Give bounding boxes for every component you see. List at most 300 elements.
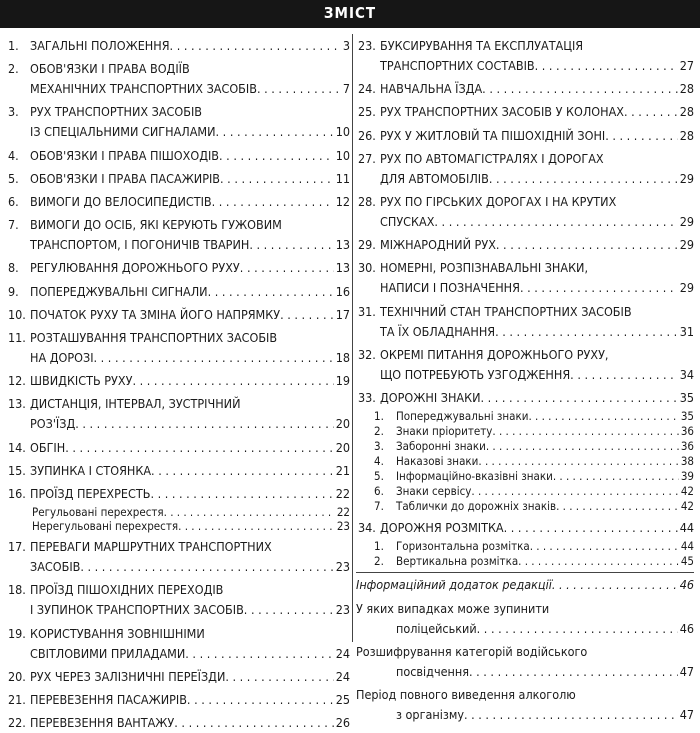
entry-title: ІЗ СПЕЦІАЛЬНИМИ СИГНАЛАМИ: [30, 124, 216, 140]
page-number: 24: [335, 645, 350, 661]
dot-leader: [208, 282, 334, 302]
toc-entry[interactable]: [356, 302, 694, 342]
entry-line: [356, 685, 694, 705]
entry-title: НАПИСИ І ПОЗНАЧЕННЯ: [380, 280, 520, 296]
entry-title: ПЕРЕВАГИ МАРШРУТНИХ ТРАНСПОРТНИХ: [30, 539, 272, 555]
page-number: 39: [680, 469, 694, 483]
toc-entry[interactable]: [6, 102, 350, 142]
entry-title: БУКСИРУВАННЯ ТА ЕКСПЛУАТАЦІЯ: [380, 38, 584, 53]
sub-entry[interactable]: [374, 484, 694, 499]
entry-title: РОЗ'ЇЗД: [30, 416, 76, 432]
toc-entry[interactable]: [6, 36, 350, 56]
toc-entry[interactable]: [6, 282, 350, 302]
page-number: 38: [680, 454, 694, 468]
page-number: 28: [679, 127, 694, 143]
entry-line: [30, 348, 350, 368]
entry-line: [380, 212, 694, 232]
dot-leader: [553, 469, 679, 484]
sub-entry-number: 1.: [374, 539, 384, 554]
page-number: 34: [679, 366, 694, 382]
toc-entry[interactable]: [6, 580, 350, 620]
entry-title: ЗАСОБІВ: [30, 559, 81, 575]
toc-entry[interactable]: [6, 258, 350, 278]
sub-entry-title: Горизонтальна розмітка: [396, 539, 530, 554]
dot-leader: [528, 409, 678, 424]
entry-title: НАВЧАЛЬНА ЇЗДА: [380, 81, 483, 97]
dot-leader: [469, 662, 678, 682]
dot-leader: [219, 146, 334, 166]
page-number: 18: [335, 350, 350, 365]
dot-leader: [244, 600, 334, 620]
contents-title: ЗМІСТ: [323, 4, 377, 22]
entry-title: РУХ ПО ГІРСЬКИХ ДОРОГАХ І НА КРУТИХ: [380, 194, 617, 209]
appendix-divider: [356, 572, 694, 573]
toc-entry[interactable]: [356, 642, 694, 682]
entry-line: [30, 690, 350, 710]
entry-title: ПОЧАТОК РУХУ ТА ЗМІНА ЙОГО НАПРЯМКУ: [30, 306, 281, 322]
entry-number: 14.: [8, 439, 26, 455]
entry-number: 2.: [8, 61, 19, 77]
dot-leader: [151, 461, 334, 481]
page-number: 47: [679, 707, 694, 722]
toc-entry[interactable]: [356, 126, 694, 146]
entry-title: РОЗТАШУВАННЯ ТРАНСПОРТНИХ ЗАСОБІВ: [30, 330, 278, 345]
dot-leader: [434, 212, 677, 232]
entry-number: 23.: [358, 38, 376, 53]
entry-line: [396, 619, 694, 639]
toc-entry[interactable]: [6, 371, 350, 391]
entry-title: ТРАНСПОРТОМ, І ПОГОНИЧІВ ТВАРИН: [30, 237, 250, 253]
dot-leader: [518, 554, 679, 569]
sub-entry[interactable]: [374, 469, 694, 484]
toc-entry[interactable]: [6, 169, 350, 189]
page-number: 46: [679, 620, 694, 636]
entry-number: 1.: [8, 38, 19, 53]
dot-leader: [478, 454, 678, 469]
entry-line: [30, 537, 350, 557]
entry-number: 28.: [358, 194, 376, 209]
entry-line: [380, 388, 694, 408]
toc-entry[interactable]: [6, 624, 350, 664]
dot-leader: [624, 102, 678, 122]
entry-title: ВИМОГИ ДО ВЕЛОСИПЕДИСТІВ: [30, 194, 212, 209]
entry-title: ПРОЇЗД ПЕРЕХРЕСТЬ: [30, 486, 151, 501]
dot-leader: [530, 539, 679, 554]
entry-title: СВІТЛОВИМИ ПРИЛАДАМИ: [30, 645, 186, 661]
entry-line: [30, 235, 350, 255]
entry-title: СПУСКАХ: [380, 214, 435, 229]
dot-leader: [464, 705, 678, 725]
dot-leader: [170, 36, 341, 56]
dot-leader: [552, 575, 678, 595]
dot-leader: [482, 79, 678, 99]
dot-leader: [164, 505, 335, 519]
entry-title: ПОПЕРЕДЖУВАЛЬНІ СИГНАЛИ: [30, 283, 208, 299]
entry-line: [30, 624, 350, 644]
entry-number: 33.: [358, 390, 376, 405]
page-number: 35: [679, 390, 694, 405]
sub-entry[interactable]: [374, 539, 694, 554]
entry-line: [30, 484, 350, 504]
sub-entry[interactable]: [374, 554, 694, 569]
entry-number: 32.: [358, 346, 376, 362]
entry-line: [30, 438, 350, 458]
entry-title: РУХ ТРАНСПОРТНИХ ЗАСОБІВ: [30, 104, 203, 120]
toc-entry[interactable]: [356, 685, 694, 725]
entry-line: [30, 282, 350, 302]
toc-entry[interactable]: [6, 537, 350, 577]
toc-entry[interactable]: [356, 235, 694, 255]
page-number: 12: [335, 194, 350, 209]
entry-number: 29.: [358, 237, 376, 253]
toc-entry[interactable]: [6, 690, 350, 710]
page-number: 36: [680, 424, 694, 438]
sub-entry-title: Нерегульовані перехрестя: [32, 519, 179, 533]
page-number: 3: [342, 38, 350, 53]
entry-number: 26.: [358, 127, 376, 143]
toc-entry[interactable]: [356, 79, 694, 99]
dot-leader: [216, 122, 334, 142]
sub-entry-title: Таблички до дорожніх знаків: [396, 499, 557, 513]
entry-title: ОБОВ'ЯЗКИ І ПРАВА ПАСАЖИРІВ: [30, 170, 221, 186]
entry-title: РУХ ПО АВТОМАГІСТРАЛЯХ І ДОРОГАХ: [380, 150, 604, 166]
entry-line: [30, 713, 350, 733]
entry-number: 30.: [358, 260, 376, 276]
entry-title: поліцейський: [396, 620, 477, 636]
entry-number: 24.: [358, 81, 376, 97]
entry-title: У яких випадках може зупинити: [356, 600, 550, 616]
entry-title: ПРОЇЗД ПІШОХІДНИХ ПЕРЕХОДІВ: [30, 582, 224, 598]
page-number: 21: [335, 462, 350, 478]
entry-number: 31.: [358, 303, 376, 319]
entry-number: 15.: [8, 462, 26, 478]
page-number: 29: [679, 170, 694, 186]
dot-leader: [132, 371, 333, 391]
page-number: 44: [679, 520, 694, 536]
entry-number: 11.: [8, 330, 26, 345]
entry-number: 9.: [8, 283, 19, 299]
entry-line: [30, 258, 350, 278]
dot-leader: [480, 388, 677, 408]
dot-leader: [570, 365, 678, 385]
entry-number: 17.: [8, 539, 26, 555]
entry-line: [380, 149, 694, 169]
sub-entry-title: Попереджувальні знаки: [396, 409, 529, 423]
entry-title: Розшифрування категорій водійського: [356, 643, 588, 659]
entry-number: 34.: [358, 520, 376, 536]
entry-line: [380, 102, 694, 122]
dot-leader: [489, 169, 678, 189]
toc-entry[interactable]: [6, 328, 350, 368]
sub-entry-number: 1.: [374, 409, 384, 423]
page-number: 42: [680, 484, 694, 498]
entry-number: 21.: [8, 692, 26, 707]
entry-line: [30, 122, 350, 142]
sub-entry[interactable]: [374, 424, 694, 439]
entry-line: [30, 146, 350, 166]
column-divider: [352, 34, 353, 642]
entry-line: [30, 79, 350, 99]
dot-leader: [535, 56, 678, 76]
page-number: 46: [679, 577, 694, 593]
toc-entry[interactable]: [356, 575, 694, 595]
dot-leader: [220, 169, 334, 189]
entry-number: 7.: [8, 217, 19, 233]
sub-entry-title: Інформаційно-вказівні знаки: [396, 469, 553, 483]
dot-leader: [492, 424, 678, 439]
page-number: 10: [335, 124, 350, 140]
page-number: 22: [336, 505, 350, 519]
entry-line: [380, 365, 694, 385]
dot-leader: [185, 644, 333, 664]
entry-title: ОБГІН: [30, 439, 66, 455]
entry-number: 25.: [358, 104, 376, 120]
dot-leader: [75, 414, 333, 434]
entry-title: ДОРОЖНЯ РОЗМІТКА: [380, 520, 504, 536]
entry-title: КОРИСТУВАННЯ ЗОВНІШНІМИ: [30, 625, 205, 641]
toc-entry[interactable]: [356, 518, 694, 538]
toc-entry[interactable]: [6, 667, 350, 687]
entry-line: [380, 258, 694, 278]
sub-entry-number: 2.: [374, 424, 384, 438]
entry-title: РУХ ТРАНСПОРТНИХ ЗАСОБІВ У КОЛОНАХ: [380, 104, 625, 120]
toc-entry[interactable]: [356, 102, 694, 122]
entry-line: [30, 394, 350, 414]
page-number: 29: [679, 214, 694, 229]
entry-line: [380, 169, 694, 189]
toc-entry[interactable]: [356, 599, 694, 639]
dot-leader: [249, 235, 333, 255]
dot-leader: [225, 667, 333, 687]
toc-entry[interactable]: [6, 394, 350, 434]
page-number: 25: [335, 692, 350, 707]
page-number: 45: [680, 554, 694, 569]
entry-line: [30, 36, 350, 56]
sub-entry[interactable]: [374, 409, 694, 424]
sub-entry[interactable]: [32, 505, 350, 519]
entry-line: [30, 192, 350, 212]
entry-line: [30, 600, 350, 620]
sub-entry-number: 5.: [374, 469, 384, 483]
sub-entry-title: Знаки пріоритету: [396, 424, 493, 438]
entry-line: [30, 371, 350, 391]
page-number: 23: [336, 519, 350, 533]
toc-entry[interactable]: [356, 258, 694, 298]
dot-leader: [520, 278, 678, 298]
entry-line: [30, 667, 350, 687]
toc-entry[interactable]: [6, 59, 350, 99]
page-number: 23: [335, 559, 350, 575]
entry-line: [396, 662, 694, 682]
toc-entry[interactable]: [356, 36, 694, 76]
entry-title: Період повного виведення алкоголю: [356, 687, 576, 702]
page-number: 13: [335, 237, 350, 253]
toc-entry[interactable]: [356, 345, 694, 385]
entry-title: Інформаційний додаток редакції: [356, 577, 552, 593]
entry-line: [30, 59, 350, 79]
entry-title: НОМЕРНІ, РОЗПІЗНАВАЛЬНІ ЗНАКИ,: [380, 260, 589, 276]
dot-leader: [280, 305, 334, 325]
dot-leader: [477, 619, 678, 639]
dot-leader: [495, 322, 678, 342]
entry-line: [380, 56, 694, 76]
toc-entry[interactable]: [6, 713, 350, 733]
toc-entry[interactable]: [356, 388, 694, 408]
page-number: 27: [679, 58, 694, 73]
entry-title: ЗАГАЛЬНІ ПОЛОЖЕННЯ: [30, 38, 170, 53]
entry-line: [356, 575, 694, 595]
entry-line: [380, 192, 694, 212]
entry-title: з організму: [396, 707, 464, 722]
sub-entry[interactable]: [374, 454, 694, 469]
entry-line: [356, 642, 694, 662]
entry-title: ОБОВ'ЯЗКИ І ПРАВА ВОДІЇВ: [30, 61, 190, 77]
page-number: 20: [335, 439, 350, 455]
page-number: 26: [335, 715, 350, 731]
sub-entry-number: 4.: [374, 454, 384, 468]
entry-title: МІЖНАРОДНИЙ РУХ: [380, 237, 496, 253]
page-number: 42: [680, 499, 694, 513]
page-number: 29: [679, 237, 694, 253]
page-number: 36: [680, 439, 694, 453]
entry-title: ВИМОГИ ДО ОСІБ, ЯКІ КЕРУЮТЬ ГУЖОВИМ: [30, 217, 282, 233]
entry-number: 19.: [8, 625, 26, 641]
entry-line: [380, 345, 694, 365]
entry-number: 4.: [8, 147, 19, 163]
entry-number: 6.: [8, 194, 19, 209]
toc-entry[interactable]: [6, 484, 350, 504]
dot-leader: [187, 690, 334, 710]
entry-line: [380, 36, 694, 56]
entry-line: [396, 705, 694, 725]
dot-leader: [496, 235, 678, 255]
contents-header: [0, 0, 700, 28]
entry-title: ТА ЇХ ОБЛАДНАННЯ: [380, 323, 496, 339]
entry-line: [30, 169, 350, 189]
dot-leader: [486, 439, 679, 454]
page-number: 10: [335, 147, 350, 163]
entry-title: ДИСТАНЦІЯ, ІНТЕРВАЛ, ЗУСТРІЧНИЙ: [30, 396, 241, 412]
entry-title: МЕХАНІЧНИХ ТРАНСПОРТНИХ ЗАСОБІВ: [30, 81, 257, 97]
entry-title: РЕГУЛЮВАННЯ ДОРОЖНЬОГО РУХУ: [30, 260, 240, 276]
entry-title: РУХ У ЖИТЛОВІЙ ТА ПІШОХІДНІЙ ЗОНІ: [380, 127, 606, 143]
entry-title: ОБОВ'ЯЗКИ І ПРАВА ПІШОХОДІВ: [30, 147, 220, 163]
entry-number: 27.: [358, 150, 376, 166]
entry-title: посвідчення: [396, 663, 469, 679]
entry-title: ТРАНСПОРТНИХ СОСТАВІВ: [380, 58, 535, 73]
page-number: 47: [679, 663, 694, 679]
entry-number: 18.: [8, 582, 26, 598]
toc-entry[interactable]: [356, 149, 694, 189]
dot-leader: [504, 518, 678, 538]
entry-line: [356, 599, 694, 619]
entry-number: 3.: [8, 104, 19, 120]
sub-entry-title: Наказові знаки: [396, 454, 479, 468]
page-number: 16: [335, 283, 350, 299]
sub-entry-title: Заборонні знаки: [396, 439, 486, 453]
entry-line: [30, 580, 350, 600]
toc-entry[interactable]: [6, 215, 350, 255]
page-number: 11: [335, 170, 350, 186]
sub-entry[interactable]: [374, 439, 694, 454]
toc-entry[interactable]: [6, 146, 350, 166]
entry-title: ОКРЕМІ ПИТАННЯ ДОРОЖНЬОГО РУХУ,: [380, 346, 609, 362]
dot-leader: [80, 557, 333, 577]
sub-entry-number: 2.: [374, 554, 384, 569]
entry-title: ПЕРЕВЕЗЕННЯ ВАНТАЖУ: [30, 715, 175, 731]
page-number: 31: [679, 323, 694, 339]
entry-line: [30, 414, 350, 434]
entry-line: [30, 557, 350, 577]
entry-line: [380, 235, 694, 255]
entry-title: ПЕРЕВЕЗЕННЯ ПАСАЖИРІВ: [30, 692, 187, 707]
page-number: 19: [335, 373, 350, 389]
toc-entry[interactable]: [6, 192, 350, 212]
entry-line: [30, 215, 350, 235]
page-number: 44: [680, 539, 694, 554]
sub-entry[interactable]: [32, 519, 350, 533]
dot-leader: [240, 258, 334, 278]
entry-title: ШВИДКІСТЬ РУХУ: [30, 373, 133, 389]
entry-title: І ЗУПИНОК ТРАНСПОРТНИХ ЗАСОБІВ: [30, 602, 244, 618]
entry-title: ЗУПИНКА І СТОЯНКА: [30, 462, 152, 478]
page-number: 24: [335, 668, 350, 684]
page-number: 7: [342, 81, 350, 97]
entry-title: ДЛЯ АВТОМОБІЛІВ: [380, 170, 489, 186]
entry-number: 13.: [8, 396, 26, 412]
entry-number: 12.: [8, 373, 26, 389]
entry-title: ЩО ПОТРЕБУЮТЬ УЗГОДЖЕННЯ: [380, 366, 571, 382]
entry-title: НА ДОРОЗІ: [30, 350, 94, 365]
entry-line: [30, 305, 350, 325]
toc-entry[interactable]: [6, 438, 350, 458]
sub-entry[interactable]: [374, 499, 694, 514]
sub-entry-title: Вертикальна розмітка: [396, 554, 519, 569]
entry-line: [380, 302, 694, 322]
dot-leader: [178, 519, 335, 533]
toc-entry[interactable]: [6, 461, 350, 481]
entry-number: 20.: [8, 668, 26, 684]
page-number: 29: [679, 280, 694, 296]
entry-line: [30, 461, 350, 481]
sub-entry-title: Регульовані перехрестя: [32, 505, 164, 519]
dot-leader: [556, 499, 679, 514]
entry-number: 22.: [8, 715, 26, 731]
dot-leader: [174, 713, 333, 733]
toc-entry[interactable]: [6, 305, 350, 325]
entry-line: [380, 278, 694, 298]
dot-leader: [65, 438, 333, 458]
entry-number: 10.: [8, 306, 26, 322]
entry-line: [380, 126, 694, 146]
sub-entry-number: 3.: [374, 439, 384, 453]
entry-line: [380, 518, 694, 538]
dot-leader: [257, 79, 341, 99]
entry-line: [30, 328, 350, 348]
page-number: 22: [335, 486, 350, 501]
entry-title: РУХ ЧЕРЕЗ ЗАЛІЗНИЧНІ ПЕРЕЇЗДИ: [30, 668, 226, 684]
dot-leader: [471, 484, 678, 499]
entry-line: [30, 102, 350, 122]
page-number: 17: [335, 306, 350, 322]
entry-title: ТЕХНІЧНИЙ СТАН ТРАНСПОРТНИХ ЗАСОБІВ: [380, 303, 632, 319]
page-number: 20: [335, 416, 350, 432]
entry-line: [380, 79, 694, 99]
page-number: 13: [335, 260, 350, 276]
toc-entry[interactable]: [356, 192, 694, 232]
dot-leader: [605, 126, 677, 146]
entry-line: [380, 322, 694, 342]
